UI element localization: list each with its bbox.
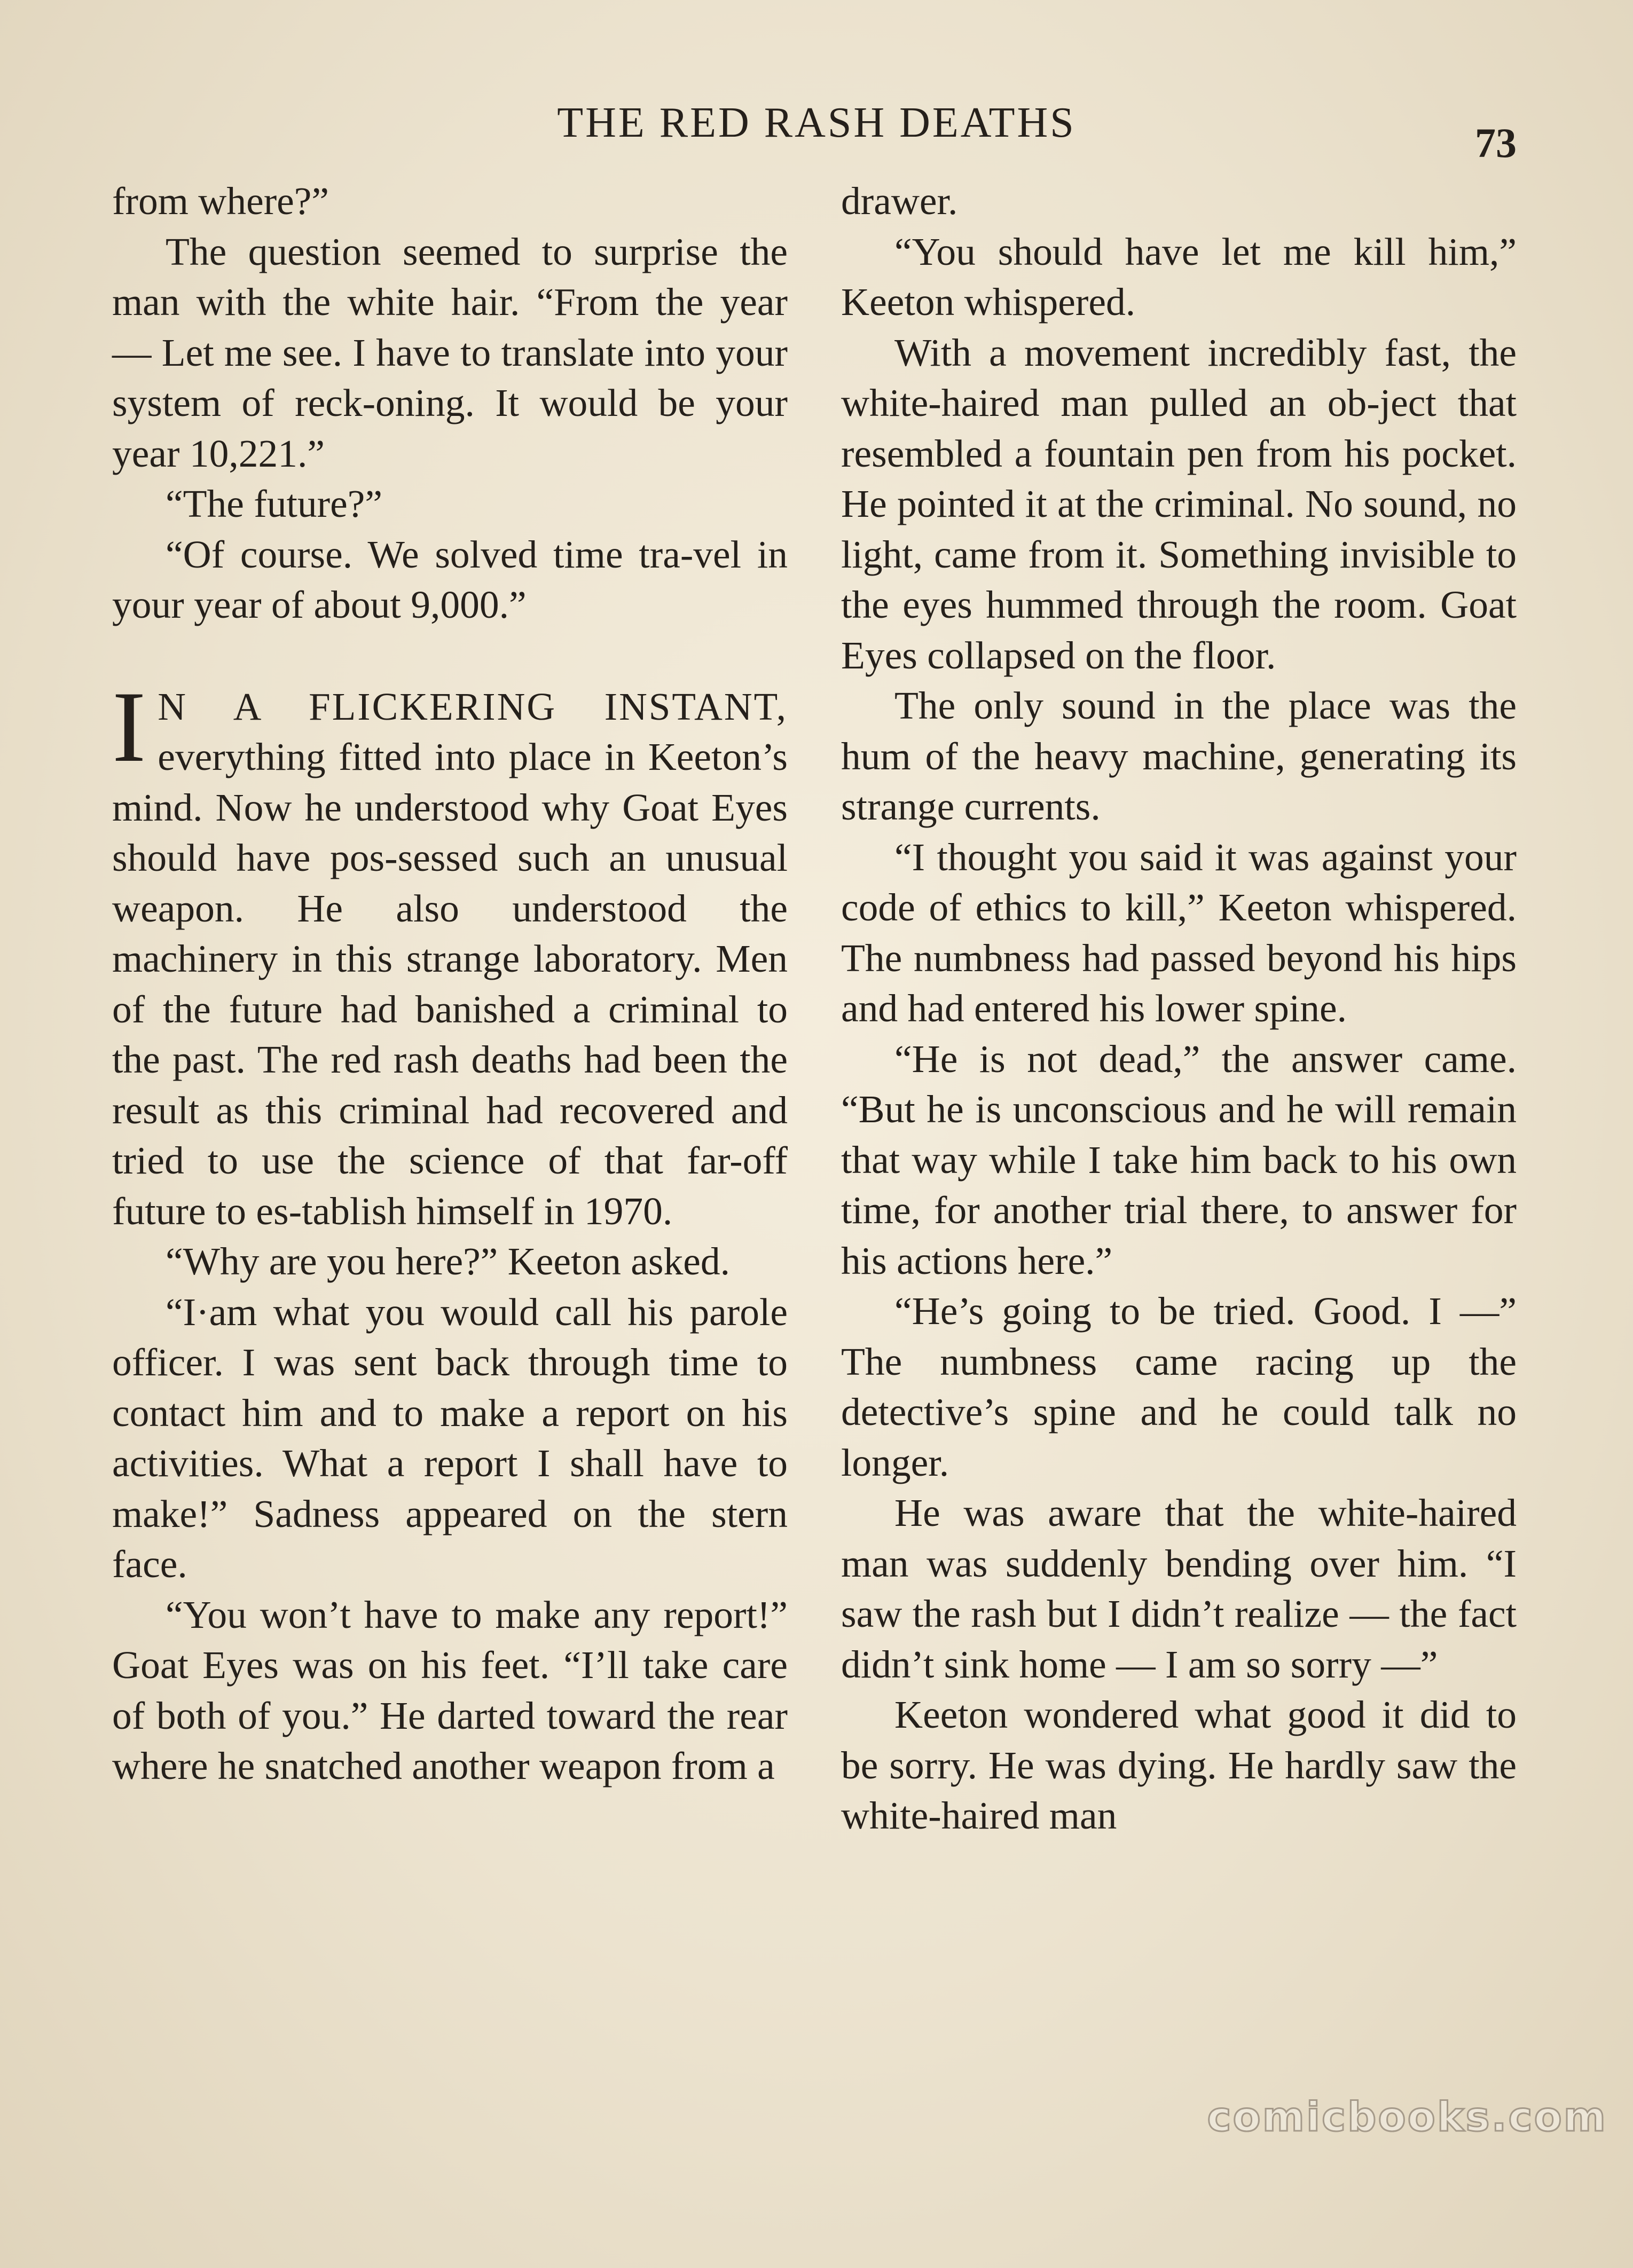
paragraph: “You should have let me kill him,” Keeton whispered. bbox=[841, 230, 1517, 324]
paragraph: from where?” bbox=[112, 179, 329, 223]
left-column bbox=[112, 176, 788, 1792]
paragraph: “I thought you said it was against your code of ethics to kill,” Keeton whispered. The numbness had passed beyond his hips and had entered his lower spine. bbox=[841, 835, 1517, 1030]
paragraph: With a movement incredibly fast, the white-haired man pulled an ob-ject that resembled a fountain pen from his pocket. He pointed it at the criminal. No sound, no light, came from it. Something invisible to the eyes hummed through the room. Goat Eyes collapsed on the floor. bbox=[841, 330, 1517, 677]
paragraph: “Of course. We solved time tra-vel in your year of about 9,000.” bbox=[112, 532, 788, 626]
paragraph: “He’s going to be tried. Good. I —” The numbness came racing up the detective’s spine and he could talk no longer. bbox=[841, 1289, 1517, 1484]
paragraph: “Why are you here?” Keeton asked. bbox=[166, 1240, 731, 1283]
paragraph: He was aware that the white-haired man was suddenly bending over him. “I saw the rash but I didn’t realize — the fact didn’t sink home — I am so sorry —” bbox=[841, 1491, 1517, 1686]
paragraph: “The future?” bbox=[166, 482, 383, 525]
drop-cap: I bbox=[112, 671, 146, 783]
paragraph: The only sound in the place was the hum of the heavy machine, generating its strange currents. bbox=[841, 684, 1517, 828]
paragraph: The question seemed to surprise the man with the white hair. “From the year — Let me see. I have to translate into your system of reck-oning. It would be your year 10,221.” bbox=[112, 230, 788, 475]
paragraph: Keeton wondered what good it did to be sorry. He was dying. He hardly saw the white-haired man bbox=[841, 1693, 1517, 1837]
section-opening-paragraph bbox=[112, 671, 788, 1237]
page-number: 73 bbox=[1475, 120, 1517, 166]
watermark: comicbooks.com bbox=[1207, 2093, 1607, 2140]
paragraph-text: everything fitted into place in Keeton’s mind. Now he understood why Goat Eyes should have pos-sessed such an unusual weapon. He also understood the machinery in this strange laboratory. Men of the future had banished a criminal to the past. The red rash deaths had been the result as this criminal had recovered and tried to use the science of that far-off future to es-tablish himself in 1970. bbox=[112, 735, 788, 1233]
paragraph: “He is not dead,” the answer came. “But he is unconscious and he will remain that way while I take him back to his own time, for another trial there, to answer for his actions here.” bbox=[841, 1037, 1517, 1282]
running-head: THE RED RASH DEATHS bbox=[557, 99, 1076, 146]
paragraph: drawer. bbox=[841, 179, 958, 223]
section-lead-in: N A FLICKERING INSTANT, bbox=[158, 684, 788, 728]
right-column bbox=[841, 176, 1517, 1841]
paragraph: “You won’t have to make any report!” Goat Eyes was on his feet. “I’ll take care of both of you.” He darted toward the rear where he snatched another weapon from a bbox=[112, 1593, 788, 1787]
paragraph: “I·am what you would call his parole officer. I was sent back through time to contact him and to make a report on his activities. What a report I shall have to make!” Sadness appeared on the stern face. bbox=[112, 1290, 788, 1586]
